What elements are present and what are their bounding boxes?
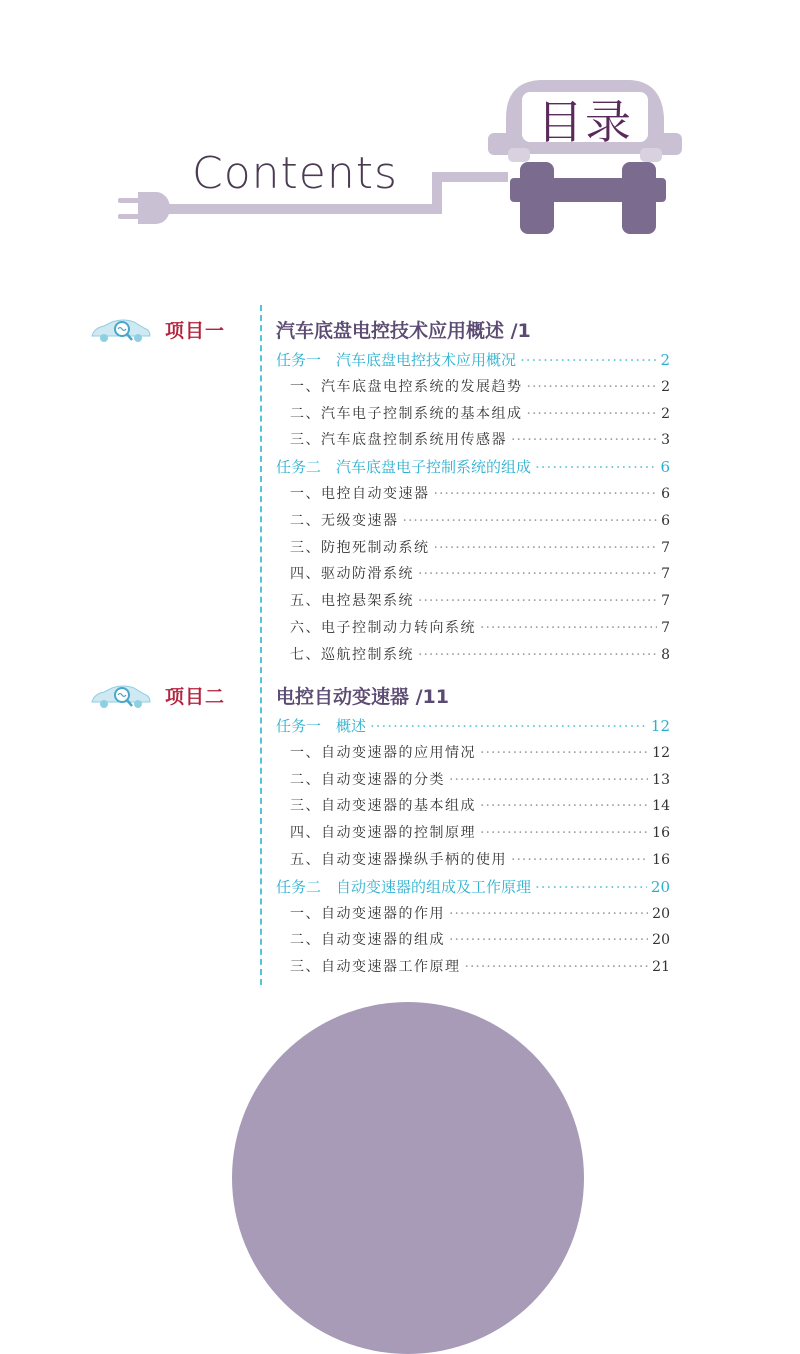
toc-section-entry[interactable] bbox=[290, 823, 670, 843]
mulu-heading: 目录 bbox=[537, 95, 633, 149]
dot-leader bbox=[403, 511, 658, 531]
toc-page-number: 20 bbox=[652, 905, 670, 922]
toc-page-number: 2 bbox=[660, 351, 670, 369]
toc-section-entry[interactable] bbox=[290, 743, 670, 763]
toc-page-number: 6 bbox=[661, 486, 670, 502]
toc-page-number: 21 bbox=[652, 959, 670, 976]
toc-page-number: 6 bbox=[660, 458, 670, 477]
dot-leader bbox=[449, 904, 648, 924]
toc-page-number: 14 bbox=[652, 798, 670, 815]
toc-entry-title: 一、自动变速器的应用情况 bbox=[290, 744, 476, 761]
dot-leader bbox=[535, 877, 647, 897]
toc-entry-title: 五、电控悬架系统 bbox=[290, 593, 414, 610]
toc-entry-title: 任务一 汽车底盘电控技术应用概况 bbox=[276, 351, 517, 369]
project-title[interactable]: 电控自动变速器 /11 bbox=[276, 686, 449, 708]
dot-leader bbox=[480, 823, 648, 843]
toc-section-entry[interactable] bbox=[290, 645, 670, 665]
dot-leader bbox=[465, 957, 649, 977]
toc-entry-title: 三、自动变速器的基本组成 bbox=[290, 798, 476, 815]
dot-leader bbox=[449, 770, 648, 790]
toc-page-number: 2 bbox=[661, 405, 670, 422]
toc-section-entry[interactable] bbox=[290, 957, 670, 977]
toc-page-number: 6 bbox=[661, 512, 670, 529]
toc-page-number: 2 bbox=[661, 378, 670, 395]
toc-page-number: 16 bbox=[652, 852, 670, 868]
dot-leader bbox=[511, 850, 648, 870]
toc-entry-title: 一、电控自动变速器 bbox=[290, 486, 430, 502]
toc-section-entry[interactable] bbox=[290, 904, 670, 924]
dot-leader bbox=[449, 930, 648, 950]
toc-page-number: 7 bbox=[661, 539, 670, 556]
toc-section-entry[interactable] bbox=[290, 484, 670, 504]
toc-entry-title: 四、驱动防滑系统 bbox=[290, 566, 414, 583]
toc-section-entry[interactable] bbox=[290, 538, 670, 558]
toc-section-entry[interactable] bbox=[290, 796, 670, 816]
car-plug-illustration bbox=[0, 0, 800, 260]
toc-page-number: 20 bbox=[650, 877, 670, 896]
dot-leader bbox=[527, 404, 658, 424]
toc-entry-title: 二、无级变速器 bbox=[290, 512, 399, 529]
toc-section-entry[interactable] bbox=[290, 430, 670, 450]
toc-section-entry[interactable] bbox=[290, 564, 670, 584]
toc-entry-title: 五、自动变速器操纵手柄的使用 bbox=[290, 852, 507, 868]
toc-section-entry[interactable] bbox=[290, 404, 670, 424]
toc-page-number: 20 bbox=[652, 932, 670, 949]
toc-page-number: 7 bbox=[661, 620, 670, 636]
dot-leader bbox=[480, 796, 648, 816]
toc-page-number: 7 bbox=[661, 593, 670, 610]
toc-section-entry[interactable] bbox=[290, 618, 670, 638]
toc-entry-title: 六、电子控制动力转向系统 bbox=[290, 620, 476, 636]
toc-entry-title: 二、自动变速器的分类 bbox=[290, 771, 445, 788]
toc-entry-title: 任务二 自动变速器的组成及工作原理 bbox=[276, 877, 532, 896]
decorative-circle bbox=[232, 1002, 584, 1354]
project-title[interactable]: 汽车底盘电控技术应用概述 /1 bbox=[276, 320, 531, 342]
toc-divider-line bbox=[260, 305, 262, 985]
toc-section-entry[interactable] bbox=[290, 591, 670, 611]
project-label: 项目一 bbox=[165, 320, 226, 342]
dot-leader bbox=[527, 377, 658, 397]
toc-page-number: 12 bbox=[650, 717, 670, 735]
toc-page-number: 13 bbox=[652, 771, 670, 788]
toc-section-entry[interactable] bbox=[290, 770, 670, 790]
dot-leader bbox=[434, 484, 658, 504]
project-label: 项目二 bbox=[165, 686, 226, 708]
toc-entry-title: 一、自动变速器的作用 bbox=[290, 905, 445, 922]
toc-task-entry[interactable] bbox=[276, 877, 670, 897]
toc-entry-title: 二、汽车电子控制系统的基本组成 bbox=[290, 405, 523, 422]
toc-task-entry[interactable] bbox=[276, 457, 670, 477]
toc-entry-title: 七、巡航控制系统 bbox=[290, 646, 414, 663]
toc-entry-title: 一、汽车底盘电控系统的发展趋势 bbox=[290, 378, 523, 395]
dot-leader bbox=[418, 591, 657, 611]
toc-task-entry[interactable] bbox=[276, 716, 670, 736]
toc-section-entry[interactable] bbox=[290, 930, 670, 950]
toc-entry-title: 任务二 汽车底盘电子控制系统的组成 bbox=[276, 458, 532, 477]
toc-section-entry[interactable] bbox=[290, 850, 670, 870]
car-magnifier-icon bbox=[90, 316, 152, 346]
dot-leader bbox=[418, 645, 657, 665]
toc-section-entry[interactable] bbox=[290, 511, 670, 531]
dot-leader bbox=[511, 430, 657, 450]
toc-page-number: 8 bbox=[661, 646, 670, 663]
toc-section-entry[interactable] bbox=[290, 377, 670, 397]
car-magnifier-icon bbox=[90, 682, 152, 712]
toc-entry-title: 二、自动变速器的组成 bbox=[290, 932, 445, 949]
dot-leader bbox=[480, 618, 657, 638]
toc-page-number: 3 bbox=[661, 432, 670, 449]
toc-task-entry[interactable] bbox=[276, 350, 670, 370]
dot-leader bbox=[480, 743, 648, 763]
plug-icon bbox=[118, 192, 176, 224]
toc-page-number: 12 bbox=[652, 744, 670, 761]
toc-entry-title: 三、防抱死制动系统 bbox=[290, 539, 430, 556]
dot-leader bbox=[434, 538, 658, 558]
dot-leader bbox=[535, 457, 656, 477]
dot-leader bbox=[418, 564, 657, 584]
toc-entry-title: 三、自动变速器工作原理 bbox=[290, 959, 461, 976]
contents-heading: Contents bbox=[192, 148, 398, 199]
dot-leader bbox=[520, 350, 656, 370]
toc-entry-title: 任务一 概述 bbox=[276, 717, 367, 735]
toc-entry-title: 四、自动变速器的控制原理 bbox=[290, 825, 476, 842]
toc-page-number: 7 bbox=[661, 566, 670, 583]
toc-page-number: 16 bbox=[652, 825, 670, 842]
toc-entry-title: 三、汽车底盘控制系统用传感器 bbox=[290, 432, 507, 449]
dot-leader bbox=[370, 716, 647, 736]
